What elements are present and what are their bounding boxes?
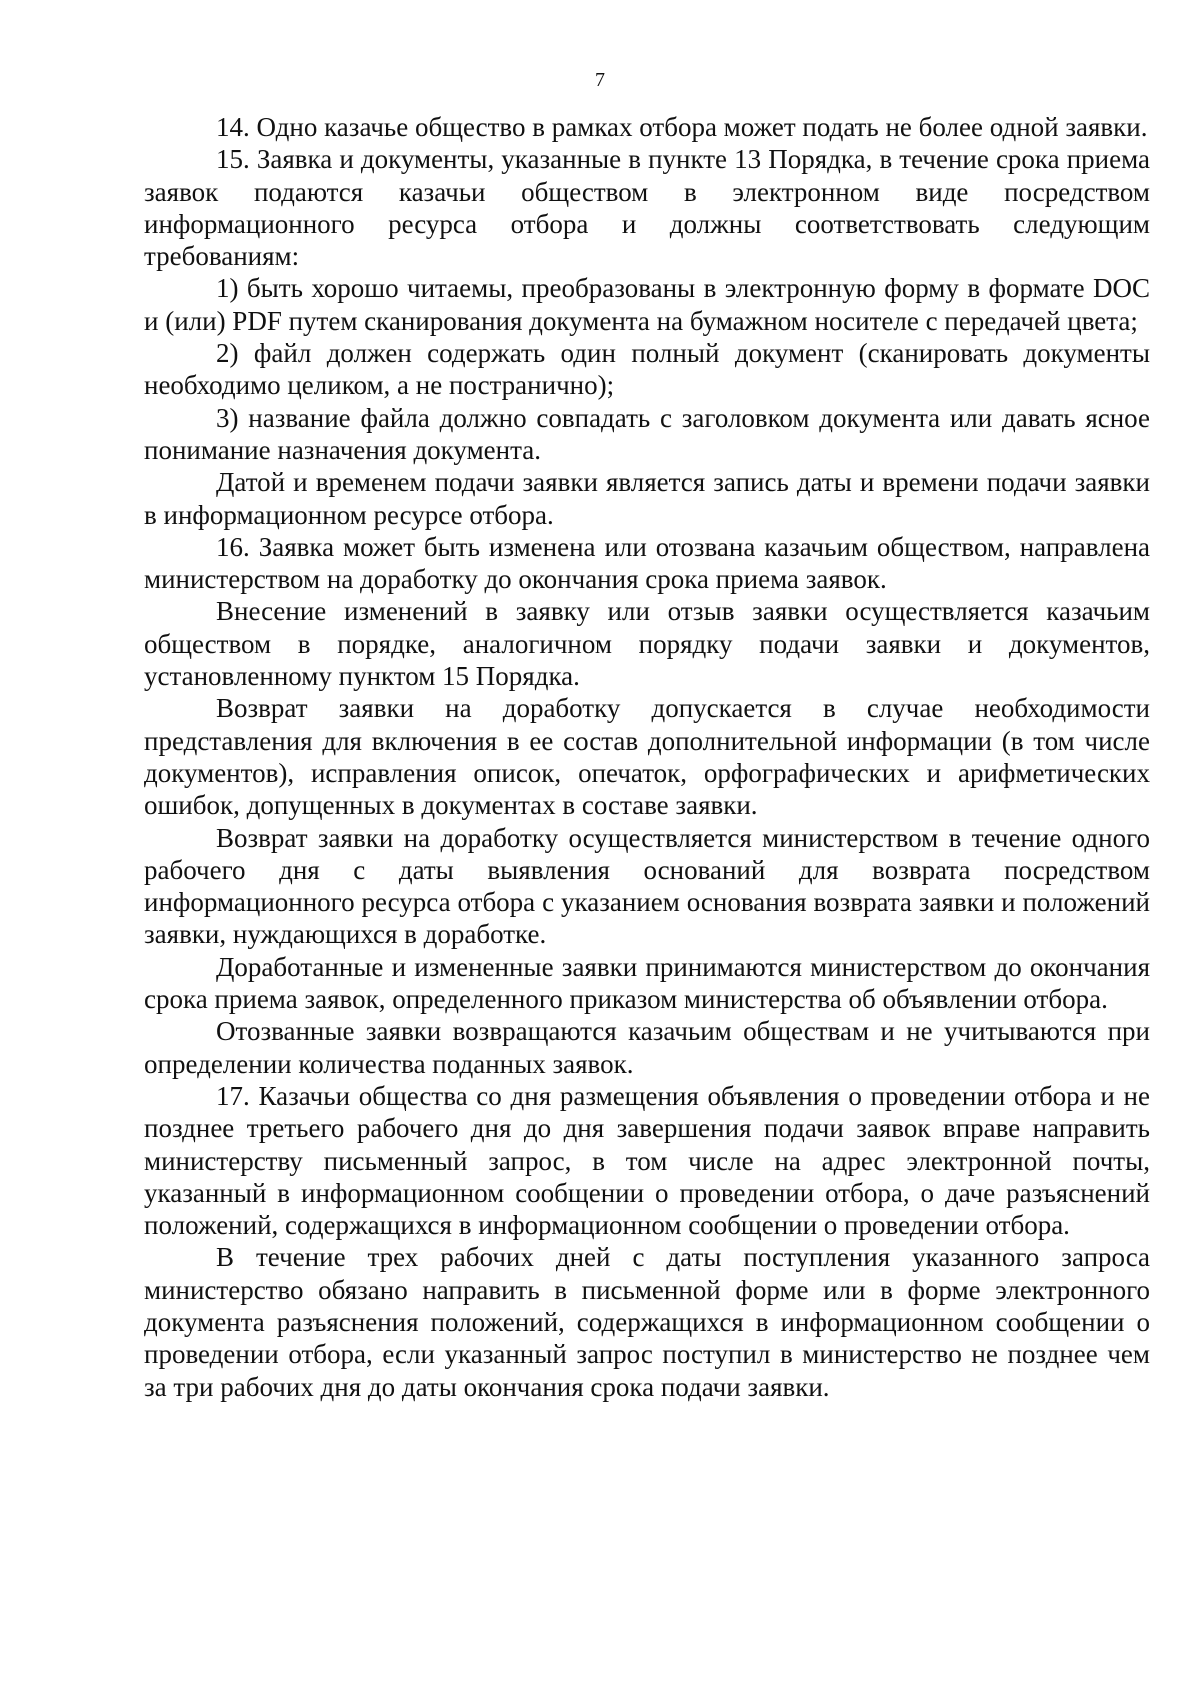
page-number: 7 — [595, 69, 605, 91]
paragraph-14: 14. Одно казачье общество в рамках отбора может подать не более одной заявки. — [216, 112, 1148, 142]
paragraph-15-item-1: 1) быть хорошо читаемы, преобразованы в электронную форму в формате DOC и (или) PDF путем сканирования документа на бумажном носителе с передачей цвета; — [144, 273, 1150, 336]
paragraph-16-withdrawn-applications: Отозванные заявки возвращаются казачьим обществам и не учитываются при определении количества поданных заявок. — [144, 1016, 1150, 1079]
paragraph-15-item-2: 2) файл должен содержать один полный документ (сканировать документы необходимо целиком, а не постранично); — [144, 338, 1150, 401]
paragraph-15: 15. Заявка и документы, указанные в пункте 13 Порядка, в течение срока приема заявок подаются казачьи обществом в электронном виде посредством информационного ресурса отбора и должны соответствовать следующим требованиям: — [144, 144, 1150, 272]
paragraph-17: 17. Казачьи общества со дня размещения объявления о проведении отбора и не позднее третьего рабочего дня до дня завершения подачи заявок вправе направить министерству письменный запрос, в том числе на адрес электронной почты, указанный в информационном сообщении о проведении отбора, о даче разъяснений положений, содержащихся в информационном сообщении о проведении отбора. — [144, 1080, 1150, 1241]
paragraph-16-return-procedure: Возврат заявки на доработку осуществляется министерством в течение одного рабочего дня с даты выявления оснований для возврата посредством информационного ресурса отбора с указанием основания возврата заявки и положений заявки, нуждающихся в доработке. — [144, 822, 1150, 950]
paragraph-15-item-3: 3) название файла должно совпадать с заголовком документа или давать ясное понимание назначения документа. — [144, 402, 1150, 465]
paragraph-16-revised-applications: Доработанные и измененные заявки принимаются министерством до окончания срока приема заявок, определенного приказом министерства об объявлении отбора. — [144, 951, 1150, 1015]
paragraph-16-changes: Внесение изменений в заявку или отзыв заявки осуществляется казачьим обществом в порядке, аналогичном порядку подачи заявки и документов, установленному пунктом 15 Порядка. — [144, 596, 1150, 692]
document-body — [144, 111, 1150, 1403]
paragraph-submission-date: Датой и временем подачи заявки является запись даты и времени подачи заявки в информационном ресурсе отбора. — [144, 467, 1150, 530]
paragraph-16-return-conditions: Возврат заявки на доработку допускается в случае необходимости представления для включения в ее состав дополнительной информации (в том числе документов), исправления описок, опечаток, орфографических и арифметических ошибок, допущенных в документах в составе заявки. — [144, 693, 1150, 821]
paragraph-17-clarifications: В течение трех рабочих дней с даты поступления указанного запроса министерство обязано направить в письменной форме или в форме электронного документа разъяснения положений, содержащихся в информационном сообщении о проведении отбора, если указанный запрос поступил в министерство не позднее чем за три рабочих дня до даты окончания срока подачи заявки. — [144, 1242, 1150, 1402]
paragraph-16: 16. Заявка может быть изменена или отозвана казачьим обществом, направлена министерством на доработку до окончания срока приема заявок. — [144, 531, 1150, 595]
